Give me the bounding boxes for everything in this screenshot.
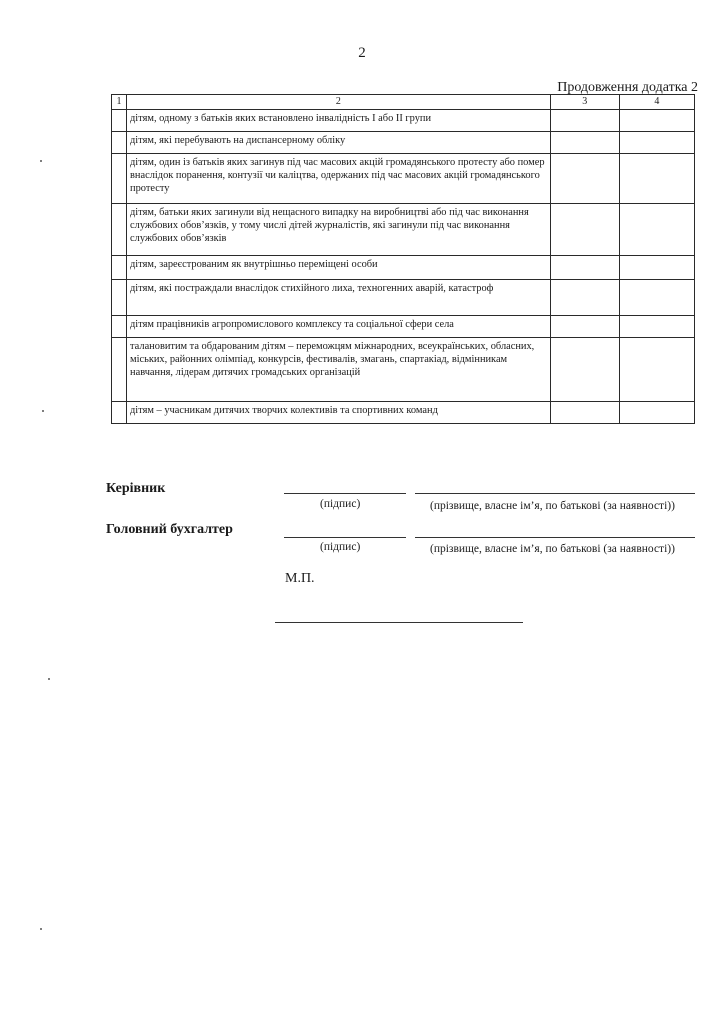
cell-empty: [112, 256, 127, 280]
row-description: дітям, батьки яких загинули від нещасного випадку на виробництві або під час виконання службових обов’язків, у тому числі дітей журналістів, які загинули під час виконання службових обов’язків: [127, 204, 551, 256]
table-header-row: [112, 95, 695, 110]
head-signature-hint: (підпис): [320, 498, 361, 510]
cell-empty: [619, 280, 694, 316]
table-row: [112, 154, 695, 204]
column-header: 2: [127, 95, 551, 110]
scan-speck: [48, 678, 50, 680]
cell-empty: [112, 280, 127, 316]
cell-empty: [619, 338, 694, 402]
row-description: дітям, одному з батьків яких встановлено інвалідність І або ІІ групи: [127, 110, 551, 132]
cell-empty: [550, 402, 619, 424]
table-row: [112, 204, 695, 256]
cell-empty: [550, 256, 619, 280]
column-header: 3: [550, 95, 619, 110]
stamp-label: М.П.: [285, 571, 315, 586]
cell-empty: [112, 154, 127, 204]
cell-empty: [619, 132, 694, 154]
table-row: [112, 132, 695, 154]
accountant-signature-line: [284, 537, 406, 538]
cell-empty: [619, 204, 694, 256]
accountant-name-hint: (прізвище, власне ім’я, по батькові (за наявності)): [430, 543, 675, 555]
scan-speck: [40, 160, 42, 162]
cell-empty: [550, 338, 619, 402]
row-description: дітям, які перебувають на диспансерному обліку: [127, 132, 551, 154]
cell-empty: [619, 110, 694, 132]
bottom-line: [275, 622, 523, 623]
accountant-name-line: [415, 537, 695, 538]
scan-speck: [40, 928, 42, 930]
row-description: дітям, один із батьків яких загинув під час масових акцій громадянського протесту або помер внаслідок поранення, контузії чи каліцтва, одержаних під час масових акцій громадянського протесту: [127, 154, 551, 204]
cell-empty: [112, 402, 127, 424]
table-row: [112, 110, 695, 132]
cell-empty: [550, 316, 619, 338]
table-row: [112, 338, 695, 402]
head-name-line: [415, 493, 695, 494]
column-header: 1: [112, 95, 127, 110]
cell-empty: [619, 256, 694, 280]
row-description: талановитим та обдарованим дітям – переможцям міжнародних, всеукраїнських, обласних, міських, районних олімпіад, конкурсів, фестивалів, змагань, спартакіад, відмінникам навчання, лідерам дитячих громадських організацій: [127, 338, 551, 402]
cell-empty: [112, 338, 127, 402]
head-title: Керівник: [106, 481, 166, 496]
page-number: 2: [358, 45, 366, 61]
cell-empty: [112, 132, 127, 154]
cell-empty: [619, 402, 694, 424]
row-description: дітям, які постраждали внаслідок стихійного лиха, техногенних аварій, катастроф: [127, 280, 551, 316]
cell-empty: [550, 204, 619, 256]
head-name-hint: (прізвище, власне ім’я, по батькові (за наявності)): [430, 500, 675, 512]
table-row: [112, 280, 695, 316]
cell-empty: [619, 154, 694, 204]
table-row: [112, 316, 695, 338]
benefits-table: [111, 94, 695, 424]
accountant-signature-hint: (підпис): [320, 541, 361, 553]
cell-empty: [112, 316, 127, 338]
accountant-title: Головний бухгалтер: [106, 522, 233, 537]
row-description: дітям, зареєстрованим як внутрішньо переміщені особи: [127, 256, 551, 280]
head-signature-line: [284, 493, 406, 494]
cell-empty: [550, 110, 619, 132]
cell-empty: [112, 110, 127, 132]
column-header: 4: [619, 95, 694, 110]
cell-empty: [619, 316, 694, 338]
scan-speck: [42, 410, 44, 412]
cell-empty: [112, 204, 127, 256]
cell-empty: [550, 280, 619, 316]
row-description: дітям – учасникам дитячих творчих колективів та спортивних команд: [127, 402, 551, 424]
row-description: дітям працівників агропромислового комплексу та соціальної сфери села: [127, 316, 551, 338]
table-row: [112, 402, 695, 424]
table-row: [112, 256, 695, 280]
cell-empty: [550, 154, 619, 204]
cell-empty: [550, 132, 619, 154]
continuation-label: Продовження додатка 2: [557, 80, 698, 95]
